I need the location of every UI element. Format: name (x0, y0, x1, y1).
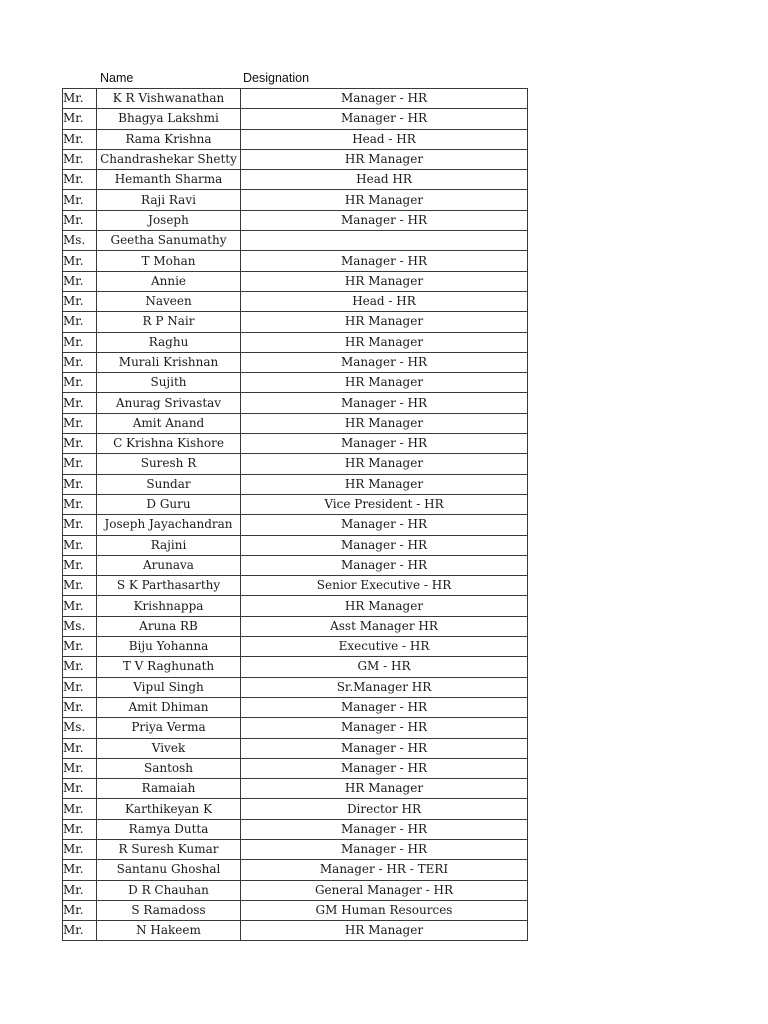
name-cell: S K Parthasarthy (97, 576, 241, 596)
table-row (63, 494, 528, 514)
table-row (63, 210, 528, 230)
table-row (63, 312, 528, 332)
name-cell: Sundar (97, 474, 241, 494)
title-cell: Mr. (63, 839, 97, 859)
title-cell: Mr. (63, 799, 97, 819)
designation-cell: Manager - HR (241, 738, 528, 758)
designation-cell: Manager - HR (241, 839, 528, 859)
name-cell: Anurag Srivastav (97, 393, 241, 413)
table-row (63, 89, 528, 109)
title-cell: Mr. (63, 352, 97, 372)
designation-cell: Manager - HR (241, 251, 528, 271)
designation-cell: HR Manager (241, 312, 528, 332)
table-row (63, 616, 528, 636)
name-cell: S Ramadoss (97, 900, 241, 920)
designation-cell: HR Manager (241, 779, 528, 799)
name-cell: Amit Anand (97, 413, 241, 433)
title-cell: Mr. (63, 210, 97, 230)
table-row (63, 454, 528, 474)
table-row (63, 576, 528, 596)
name-cell: R P Nair (97, 312, 241, 332)
table-row (63, 799, 528, 819)
hr-contacts-table (62, 88, 528, 941)
title-cell: Mr. (63, 413, 97, 433)
header-name: Name (100, 71, 134, 85)
table-row (63, 880, 528, 900)
title-cell: Mr. (63, 190, 97, 210)
title-cell: Mr. (63, 535, 97, 555)
header-designation: Designation (243, 71, 310, 85)
name-cell: Hemanth Sharma (97, 170, 241, 190)
title-cell: Mr. (63, 758, 97, 778)
title-cell: Mr. (63, 251, 97, 271)
name-cell: Ramaiah (97, 779, 241, 799)
title-cell: Mr. (63, 373, 97, 393)
name-cell: Geetha Sanumathy (97, 231, 241, 251)
table-row (63, 231, 528, 251)
table-body (63, 89, 528, 941)
table-row (63, 697, 528, 717)
title-cell: Ms. (63, 231, 97, 251)
name-cell: Raji Ravi (97, 190, 241, 210)
table-row (63, 352, 528, 372)
designation-cell: Manager - HR (241, 515, 528, 535)
table-row (63, 373, 528, 393)
designation-cell: HR Manager (241, 413, 528, 433)
name-cell: D R Chauhan (97, 880, 241, 900)
designation-cell: Manager - HR - TERI (241, 860, 528, 880)
table-row (63, 819, 528, 839)
designation-cell: GM Human Resources (241, 900, 528, 920)
name-cell: Chandrashekar Shetty (97, 149, 241, 169)
table-row (63, 129, 528, 149)
table-row (63, 474, 528, 494)
designation-cell: Manager - HR (241, 555, 528, 575)
table-row (63, 149, 528, 169)
title-cell: Mr. (63, 109, 97, 129)
name-cell: T V Raghunath (97, 657, 241, 677)
table-row (63, 596, 528, 616)
name-cell: Aruna RB (97, 616, 241, 636)
table-row (63, 251, 528, 271)
table-row (63, 271, 528, 291)
designation-cell: HR Manager (241, 271, 528, 291)
designation-cell: HR Manager (241, 190, 528, 210)
name-cell: Bhagya Lakshmi (97, 109, 241, 129)
table-row (63, 190, 528, 210)
title-cell: Mr. (63, 89, 97, 109)
title-cell: Mr. (63, 474, 97, 494)
designation-cell: Manager - HR (241, 89, 528, 109)
table-row (63, 109, 528, 129)
designation-cell: Manager - HR (241, 819, 528, 839)
title-cell: Mr. (63, 819, 97, 839)
name-cell: Sujith (97, 373, 241, 393)
title-cell: Ms. (63, 616, 97, 636)
designation-cell: HR Manager (241, 373, 528, 393)
title-cell: Mr. (63, 697, 97, 717)
designation-cell: Manager - HR (241, 718, 528, 738)
name-cell: Santosh (97, 758, 241, 778)
designation-cell: Manager - HR (241, 393, 528, 413)
name-cell: Arunava (97, 555, 241, 575)
title-cell: Ms. (63, 718, 97, 738)
table-row (63, 779, 528, 799)
designation-cell: Manager - HR (241, 352, 528, 372)
name-cell: C Krishna Kishore (97, 434, 241, 454)
title-cell: Mr. (63, 921, 97, 941)
table-row (63, 860, 528, 880)
title-cell: Mr. (63, 434, 97, 454)
table-row (63, 393, 528, 413)
title-cell: Mr. (63, 271, 97, 291)
title-cell: Mr. (63, 637, 97, 657)
title-cell: Mr. (63, 494, 97, 514)
title-cell: Mr. (63, 454, 97, 474)
name-cell: N Hakeem (97, 921, 241, 941)
table-row (63, 291, 528, 311)
table-row (63, 900, 528, 920)
designation-cell: Manager - HR (241, 697, 528, 717)
name-cell: Joseph Jayachandran (97, 515, 241, 535)
designation-cell: Manager - HR (241, 109, 528, 129)
column-header-row (0, 68, 768, 88)
table-row (63, 555, 528, 575)
designation-cell: Executive - HR (241, 637, 528, 657)
name-cell: Annie (97, 271, 241, 291)
name-cell: Rajini (97, 535, 241, 555)
title-cell: Mr. (63, 900, 97, 920)
name-cell: Raghu (97, 332, 241, 352)
designation-cell: Senior Executive - HR (241, 576, 528, 596)
name-cell: Vipul Singh (97, 677, 241, 697)
title-cell: Mr. (63, 576, 97, 596)
designation-cell: Head HR (241, 170, 528, 190)
title-cell: Mr. (63, 291, 97, 311)
designation-cell: Director HR (241, 799, 528, 819)
name-cell: Murali Krishnan (97, 352, 241, 372)
table-row (63, 332, 528, 352)
name-cell: D Guru (97, 494, 241, 514)
name-cell: Krishnappa (97, 596, 241, 616)
name-cell: Priya Verma (97, 718, 241, 738)
designation-cell: Manager - HR (241, 434, 528, 454)
table-row (63, 738, 528, 758)
table-row (63, 413, 528, 433)
name-cell: R Suresh Kumar (97, 839, 241, 859)
table-row (63, 657, 528, 677)
table-row (63, 170, 528, 190)
designation-cell: GM - HR (241, 657, 528, 677)
title-cell: Mr. (63, 332, 97, 352)
designation-cell: Vice President - HR (241, 494, 528, 514)
title-cell: Mr. (63, 170, 97, 190)
title-cell: Mr. (63, 738, 97, 758)
name-cell: Rama Krishna (97, 129, 241, 149)
table-row (63, 637, 528, 657)
title-cell: Mr. (63, 149, 97, 169)
designation-cell: HR Manager (241, 454, 528, 474)
table-row (63, 515, 528, 535)
name-cell: Suresh R (97, 454, 241, 474)
name-cell: Santanu Ghoshal (97, 860, 241, 880)
designation-cell: Sr.Manager HR (241, 677, 528, 697)
designation-cell (241, 231, 528, 251)
table-row (63, 758, 528, 778)
title-cell: Mr. (63, 393, 97, 413)
title-cell: Mr. (63, 312, 97, 332)
title-cell: Mr. (63, 129, 97, 149)
designation-cell: Manager - HR (241, 535, 528, 555)
name-cell: K R Vishwanathan (97, 89, 241, 109)
name-cell: T Mohan (97, 251, 241, 271)
title-cell: Mr. (63, 596, 97, 616)
designation-cell: HR Manager (241, 921, 528, 941)
name-cell: Amit Dhiman (97, 697, 241, 717)
title-cell: Mr. (63, 860, 97, 880)
title-cell: Mr. (63, 657, 97, 677)
name-cell: Naveen (97, 291, 241, 311)
table-row (63, 839, 528, 859)
designation-cell: Head - HR (241, 291, 528, 311)
table-row (63, 535, 528, 555)
designation-cell: Asst Manager HR (241, 616, 528, 636)
name-cell: Joseph (97, 210, 241, 230)
designation-cell: HR Manager (241, 332, 528, 352)
table-row (63, 677, 528, 697)
designation-cell: Manager - HR (241, 758, 528, 778)
designation-cell: Head - HR (241, 129, 528, 149)
name-cell: Biju Yohanna (97, 637, 241, 657)
table-row (63, 718, 528, 738)
table-row (63, 434, 528, 454)
name-cell: Ramya Dutta (97, 819, 241, 839)
name-cell: Karthikeyan K (97, 799, 241, 819)
title-cell: Mr. (63, 677, 97, 697)
designation-cell: General Manager - HR (241, 880, 528, 900)
title-cell: Mr. (63, 555, 97, 575)
title-cell: Mr. (63, 515, 97, 535)
designation-cell: HR Manager (241, 596, 528, 616)
designation-cell: HR Manager (241, 149, 528, 169)
title-cell: Mr. (63, 779, 97, 799)
designation-cell: Manager - HR (241, 210, 528, 230)
name-cell: Vivek (97, 738, 241, 758)
designation-cell: HR Manager (241, 474, 528, 494)
table-row (63, 921, 528, 941)
title-cell: Mr. (63, 880, 97, 900)
